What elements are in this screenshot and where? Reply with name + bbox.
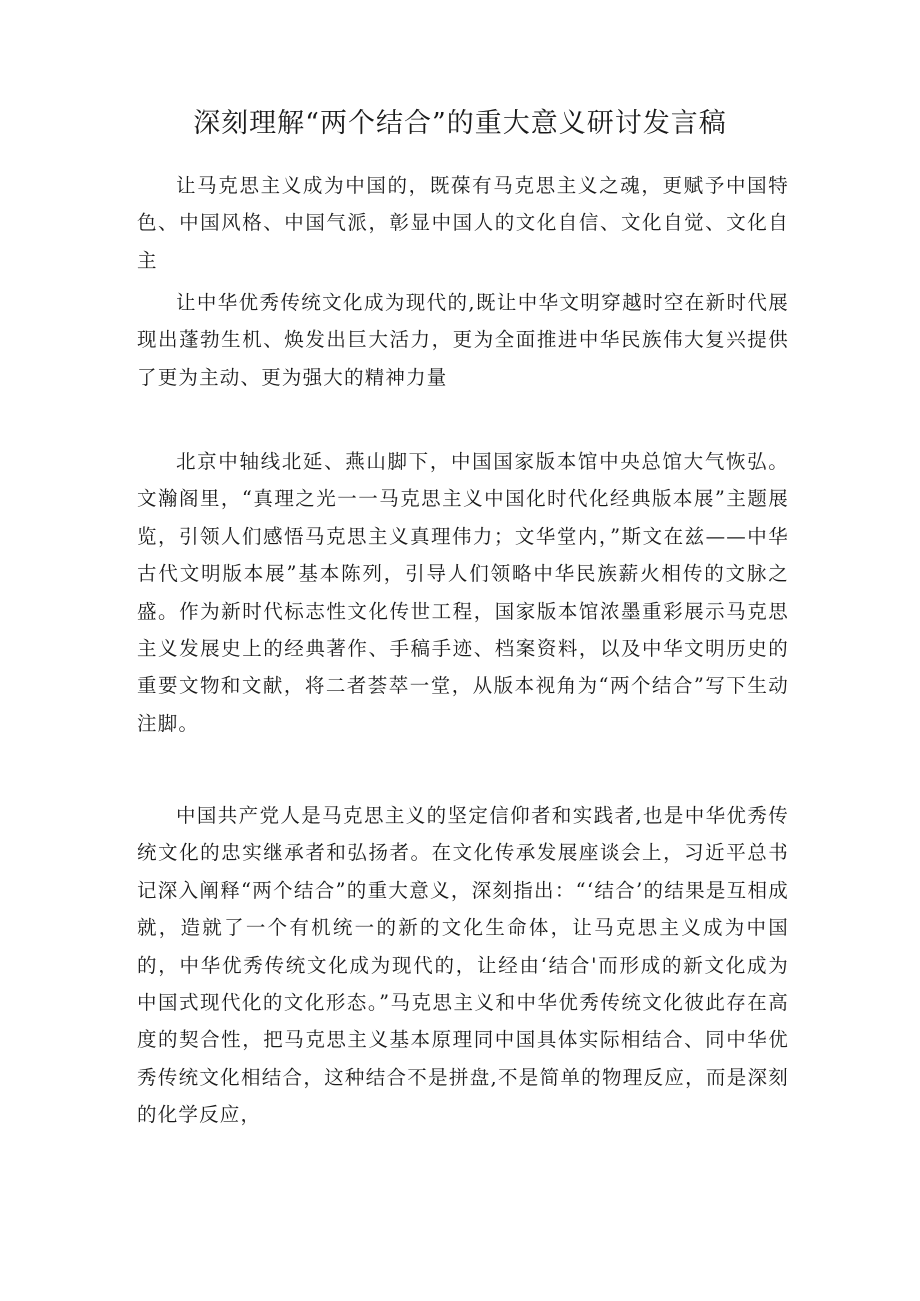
document-title: 深刻理解“两个结合”的重大意义研讨发言稿 bbox=[193, 108, 727, 139]
paragraph-4: 中国共产党人是马克思主义的坚定信仰者和实践者,也是中华优秀传统文化的忠实继承者和弘扬者。在文化传承发展座谈会上，习近平总书记深入阐释“两个结合”的重大意义，深刻指出：“‘结合’的结果是互相成就，造就了一个有机统一的新的文化生命体，让马克思主义成为中国的，中华优秀传统文化成为现代的，让经由‘结合'而形成的新文化成为中国式现代化的文化形态。”马克思主义和中华优秀传统文化彼此存在高度的契合性，把马克思主义基本原理同中国具体实际相结合、同中华优秀传统文化相结合，这种结合不是拼盘,不是简单的物理反应，而是深刻的化学反应， bbox=[137, 804, 789, 1127]
paragraph-2: 让中华优秀传统文化成为现代的,既让中华文明穿越时空在新时代展现出蓬勃生机、焕发出巨大活力，更为全面推进中华民族伟大复兴提供了更为主动、更为强大的精神力量 bbox=[137, 291, 789, 389]
paragraph-1: 让马克思主义成为中国的，既葆有马克思主义之魂，更赋予中国特色、中国风格、中国气派，彰显中国人的文化自信、文化自觉、文化自主 bbox=[137, 174, 789, 272]
paragraph-3: 北京中轴线北延、燕山脚下，中国国家版本馆中央总馆大气恢弘。文瀚阁里，“真理之光一一马克思主义中国化时代化经典版本展”主题展览，引领人们感悟马克思主义真理伟力；文华堂内，”斯文在兹——中华古代文明版本展”基本陈列，引导人们领略中华民族薪火相传的文脉之盛。作为新时代标志性文化传世工程，国家版本馆浓墨重彩展示马克思主义发展史上的经典著作、手稿手迹、档案资料，以及中华文明历史的重要文物和文献，将二者荟萃一堂，从版本视角为“两个结合”写下生动注脚。 bbox=[137, 450, 789, 735]
